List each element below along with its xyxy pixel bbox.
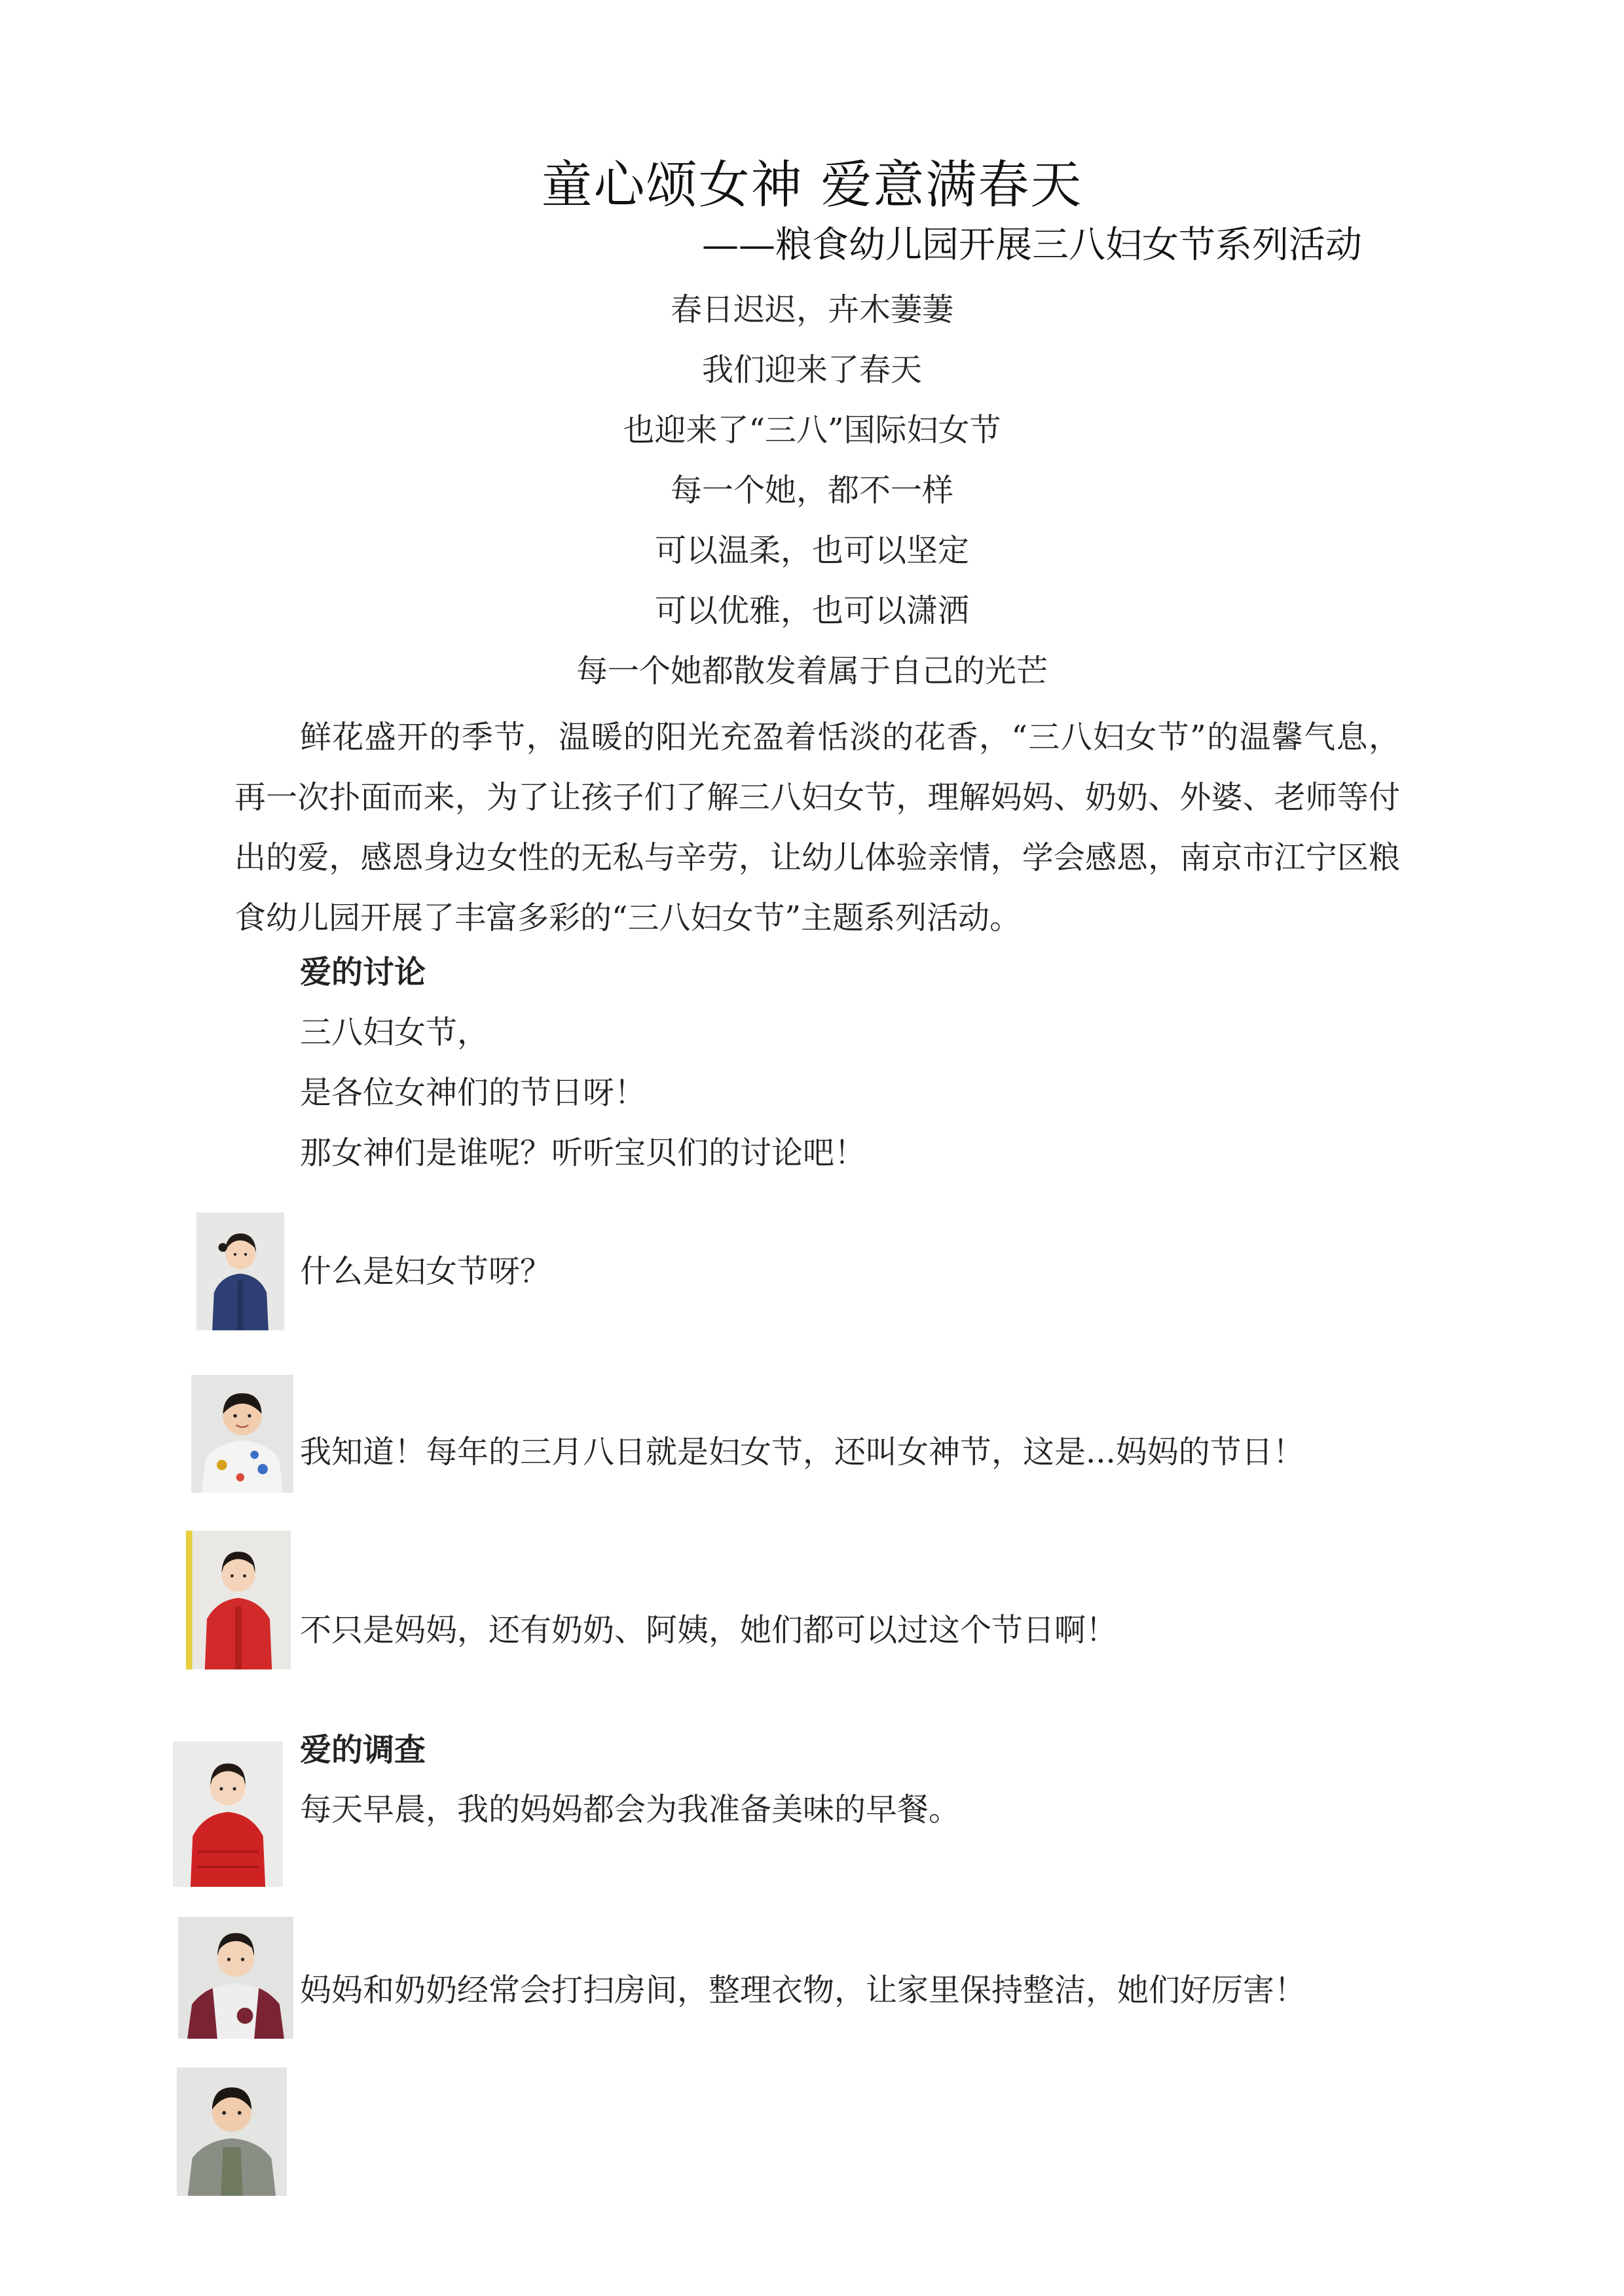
child-photo xyxy=(186,1531,291,1669)
discussion-quote: 不只是妈妈，还有奶奶、阿姨，她们都可以过这个节日啊！ xyxy=(300,1612,1118,1649)
poem-line: 春日迟迟，卉木萋萋 xyxy=(670,291,953,328)
poem-line: 我们迎来了春天 xyxy=(701,352,922,388)
survey-quote: 妈妈和奶奶经常会打扫房间，整理衣物，让家里保持整洁，她们好厉害！ xyxy=(300,1972,1306,2009)
page-title: 童心颂女神 爱意满春天 xyxy=(541,156,1083,215)
poem-line: 可以优雅，也可以潇洒 xyxy=(654,592,969,629)
discussion-line: 那女神们是谁呢？听听宝贝们的讨论吧！ xyxy=(300,1135,866,1171)
survey-quote: 每天早晨，我的妈妈都会为我准备美味的早餐。 xyxy=(300,1791,961,1828)
poem-line: 可以温柔，也可以坚定 xyxy=(654,532,969,569)
section-heading-discussion: 爱的讨论 xyxy=(300,954,426,991)
child-photo xyxy=(196,1212,284,1330)
poem-line: 每一个她，都不一样 xyxy=(670,472,953,509)
child-photo xyxy=(191,1375,293,1493)
section-heading-survey: 爱的调查 xyxy=(300,1732,426,1768)
child-photo xyxy=(177,2068,287,2196)
discussion-line: 是各位女神们的节日呀！ xyxy=(300,1074,646,1111)
discussion-quote: 什么是妇女节呀？ xyxy=(300,1253,552,1290)
intro-paragraph: 鲜花盛开的季节，温暖的阳光充盈着恬淡的花香，“三八妇女节”的温馨气息，再一次扑面而来，为了让孩子们了解三八妇女节，理解妈妈、奶奶、外婆、老师等付出的爱，感恩身边女性的无私与辛劳，让幼儿体验亲情，学会感恩，南京市江宁区粮食幼儿园开展了丰富多彩的“三八妇女节”主题系列活动。 xyxy=(234,719,1400,936)
child-photo xyxy=(173,1741,283,1887)
discussion-line: 三八妇女节， xyxy=(300,1014,489,1051)
page-subtitle: ——粮食幼儿园开展三八妇女节系列活动 xyxy=(702,224,1362,266)
child-photo xyxy=(178,1917,293,2039)
poem-line: 每一个她都散发着属于自己的光芒 xyxy=(576,653,1048,689)
poem-line: 也迎来了“三八”国际妇女节 xyxy=(623,412,1001,448)
discussion-quote: 我知道！每年的三月八日就是妇女节，还叫女神节，这是...妈妈的节日！ xyxy=(300,1434,1304,1470)
